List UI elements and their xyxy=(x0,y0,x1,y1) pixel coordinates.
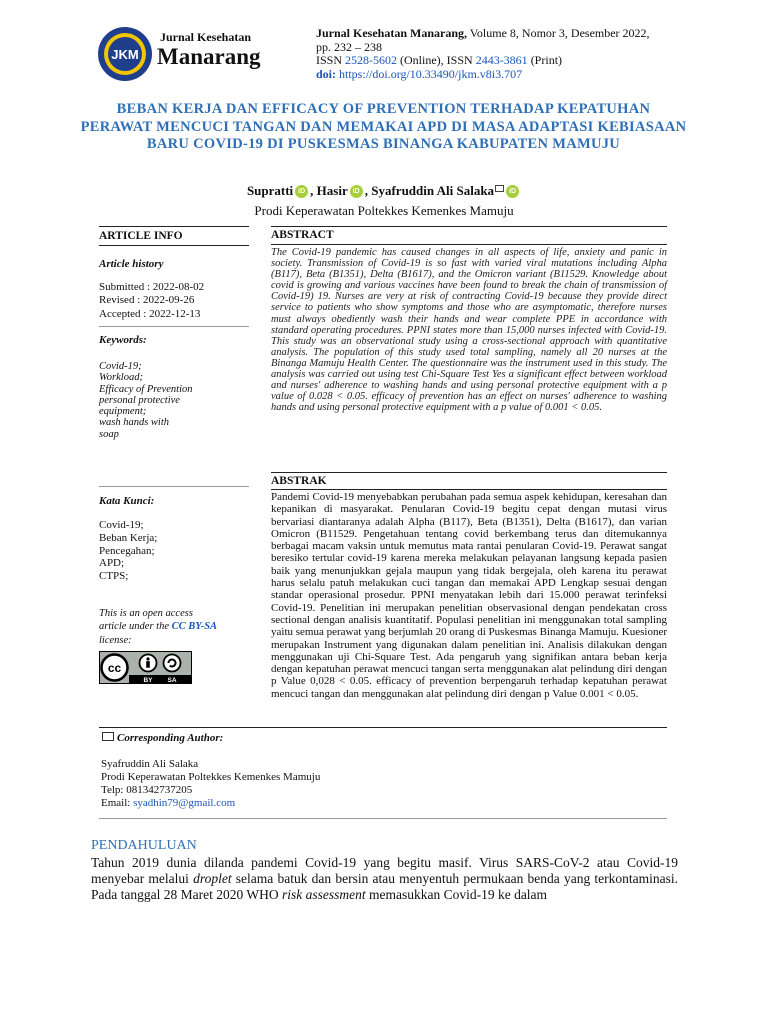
open-access-note xyxy=(99,607,217,647)
corresponding-telp: Telp: 081342737205 xyxy=(101,784,193,796)
cc-icon: cc xyxy=(107,661,122,675)
corresponding-name: Syafruddin Ali Salaka xyxy=(101,758,199,770)
keyword: Workload; xyxy=(99,372,143,384)
open-access-line: license: xyxy=(99,634,132,646)
brand-name: Manarang xyxy=(157,44,261,69)
corresponding-affiliation: Prodi Keperawatan Poltekkes Kemenkes Mamuju xyxy=(101,771,321,783)
intro-heading: PENDAHULUAN xyxy=(91,838,197,853)
kata-kunci-heading: Kata Kunci: xyxy=(99,495,155,507)
corresponding-heading xyxy=(102,732,223,744)
mail-icon[interactable] xyxy=(495,185,504,192)
author-list: Supratti iD , Hasir iD , Syafruddin Ali Salaka iD xyxy=(0,183,768,199)
journal-name: Jurnal Kesehatan Manarang, xyxy=(316,26,468,40)
author-3: Syafruddin Ali Salaka xyxy=(371,183,495,198)
keywords-list xyxy=(99,361,193,440)
keyword: soap xyxy=(99,428,119,440)
kata-kunci-item: Beban Kerja; xyxy=(99,531,158,544)
orcid-icon[interactable]: iD xyxy=(350,185,363,198)
keyword: equipment; xyxy=(99,406,147,418)
kata-kunci-item: CTPS; xyxy=(99,570,129,583)
corresponding-label: Corresponding Author: xyxy=(117,732,224,744)
divider xyxy=(99,727,667,728)
email-link[interactable]: syadhin79@gmail.com xyxy=(133,797,236,809)
article-history xyxy=(99,281,204,321)
divider xyxy=(271,226,667,227)
author-2: Hasir xyxy=(316,183,348,198)
history-heading: Article history xyxy=(99,258,164,270)
accepted-date: Accepted : 2022-12-13 xyxy=(99,307,201,320)
divider xyxy=(99,818,667,819)
divider xyxy=(99,326,249,327)
corresponding-details xyxy=(101,758,320,810)
mail-icon xyxy=(102,732,114,741)
doi-link[interactable]: https://doi.org/10.33490/jkm.v8i3.707 xyxy=(336,66,523,81)
abstract-text: The Covid-19 pandemic has caused changes in all aspects of life, anxiety and panic in society. Transmission of Covid-19 is so fast with varied viral mutations including Alpha (B117), Beta (B1351), Delta (B1617), and the Omicron variant (B11529. Knowledge about covid is growing and various vaccines have been found to break the chain of transmission of Covid-19) 19. Nurses are very at risk of contracting Covid-19 because they provide direct service to patients who show symptoms and those who are asymptomatic, therefore nurses must always obediently wash their hands and wear complete PPE in accordance with standard operating procedures. PPNI states more than 15,000 nurses infected with Covid-19. This study was an observational study using a cross-sectional approach with quantitative analysis. The population of this study used total sampling, namely all 20 nurses at the Binanga Mamuju Health Center. The questionnaire was the instrument used in this study. The analysis was carried out using test Chi-Square Test Yes a significant effect between workload and nurses' adherence to washing hands and using personal protective equipment with a p value of 0.028 < 0.05. efficacy of prevention has an effect on nurses' adherence to washing hands and using personal protective equipment with a p value of 0.001 < 0.05. xyxy=(271,247,667,414)
intro-term: risk assessment xyxy=(281,887,366,902)
author-1: Supratti xyxy=(246,183,294,198)
divider xyxy=(271,489,667,490)
divider xyxy=(99,486,249,487)
logo-text: JKM xyxy=(111,47,139,62)
intro-paragraph xyxy=(91,855,678,903)
submitted-date: Submitted : 2022-08-02 xyxy=(99,281,205,293)
abstrak-heading: ABSTRAK xyxy=(271,475,327,487)
keyword: Efficacy of Prevention xyxy=(99,383,193,395)
keyword: personal protective xyxy=(99,394,180,406)
journal-volume: Volume 8, Nomor 3, Desember 2022, xyxy=(467,26,650,40)
doi-label: doi: xyxy=(316,66,337,81)
divider xyxy=(99,245,249,246)
article-info-heading: ARTICLE INFO xyxy=(99,230,183,242)
journal-pages: pp. 232 – 238 xyxy=(316,39,382,54)
issn-label: ISSN xyxy=(316,53,346,67)
divider xyxy=(99,226,249,227)
affiliation: Prodi Keperawatan Poltekkes Kemenkes Mamuju xyxy=(254,203,514,218)
open-access-line: article under the xyxy=(99,621,172,633)
sa-label: SA xyxy=(167,677,177,684)
cc-by-sa-badge[interactable] xyxy=(99,651,192,684)
kata-kunci-item: Covid-19; xyxy=(99,519,144,531)
intro-text: memasukkan Covid-19 ke dalam xyxy=(365,887,548,902)
issn-print-link[interactable]: 2443-3861 xyxy=(475,53,528,67)
kata-kunci-item: APD; xyxy=(99,557,125,570)
kata-kunci-item: Pencegahan; xyxy=(99,544,155,557)
open-access-line: This is an open access xyxy=(99,608,193,619)
intro-term: droplet xyxy=(193,871,232,886)
abstract-heading: ABSTRACT xyxy=(271,229,334,241)
issn-online-link[interactable]: 2528-5602 xyxy=(345,53,398,67)
keywords-heading: Keywords: xyxy=(99,334,147,346)
orcid-icon[interactable]: iD xyxy=(506,185,519,198)
intro-text: Tahun 2019 dunia dilanda pandemi Covid-19 yang begitu masif. Virus SARS-CoV-2 atau Covid-19 menyebar melalui xyxy=(91,855,678,886)
kata-kunci-list xyxy=(99,519,157,583)
keyword: Covid-19; xyxy=(99,361,142,372)
email-label: Email: xyxy=(101,797,134,809)
intro-text: selama batuk dan bersin atau menyentuh permukaan benda yang terkontaminasi. Pada tanggal 28 Maret 2020 WHO xyxy=(91,871,678,902)
issn-print-suffix: (Print) xyxy=(527,53,563,67)
divider xyxy=(271,244,667,245)
brand-small: Jurnal Kesehatan xyxy=(160,30,252,44)
article-title: BEBAN KERJA DAN EFFICACY OF PREVENTION TERHADAP KEPATUHAN PERAWAT MENCUCI TANGAN DAN MEMAKAI APD DI MASA ADAPTASI KEBIASAAN BARU COVID-19 DI PUSKESMAS BINANGA KABUPATEN MAMUJU xyxy=(80,101,687,152)
abstrak-text: Pandemi Covid-19 menyebabkan perubahan pada semua aspek kehidupan, keresahan dan kepanikan di masyarakat. Penularan Covid-19 begitu cepat dengan mutasi virus bervariasi diantaranya adalah Alpha (B117), Beta (B1351), Delta (B1617), dan varian Omicron (B11529. Pengetahuan tentang covid berkembang terus dan ditemukannya berbagai macam vaksin untuk memutus mata rantai penularan Covid-19. Perawat sangat beresiko tertular covid-19 karena mereka melakukan pelayanan langsung kepada pasien baik yang menunjukkan gejala maupun yang tidak bergejala, oleh karena itu perawat harus selalu patuh melakukan cuci tangan dan memakai APD Lengkap sesuai dengan standar operasional prosedur. PPNI menyatakan lebih dari 15.000 perawat terinfeksi Covid-19. Penelitian ini merupakan penelitian observasional dengan pendekatan cross sectional dengan analisis kuantitatif. Populasi penelitian ini menggunakan total sampling yaitu semua perawat yang berjumlah 20 orang di Puskesmas Binanga Mamuju. Kuesioner merupakan Instrument yang digunakan dalam penelitian ini. Analisis dilakukan dengan menggunakan uji Chi-Square Test. Ada pengaruh yang signifikan antara beban kerja dengan kepatuhan perawat mencuci tangan serta menggunakan alat pelindung diri dengan p Value 0,028 < 0.05. efficacy of prevention berpengaruh terhadap kepatuhan perawat mencuci tangan dan menggunakan alat pelindung diri dengan p Value 0.001 < 0.05. xyxy=(271,491,667,700)
orcid-icon[interactable]: iD xyxy=(295,185,308,198)
keyword: wash hands with xyxy=(99,417,170,429)
journal-info xyxy=(316,27,746,81)
journal-logo xyxy=(97,26,153,82)
divider xyxy=(271,472,667,473)
issn-online-suffix: (Online), ISSN xyxy=(397,53,476,67)
revised-date: Revised : 2022-09-26 xyxy=(99,294,195,307)
license-link[interactable]: CC BY-SA xyxy=(171,621,218,633)
by-label: BY xyxy=(143,677,153,684)
